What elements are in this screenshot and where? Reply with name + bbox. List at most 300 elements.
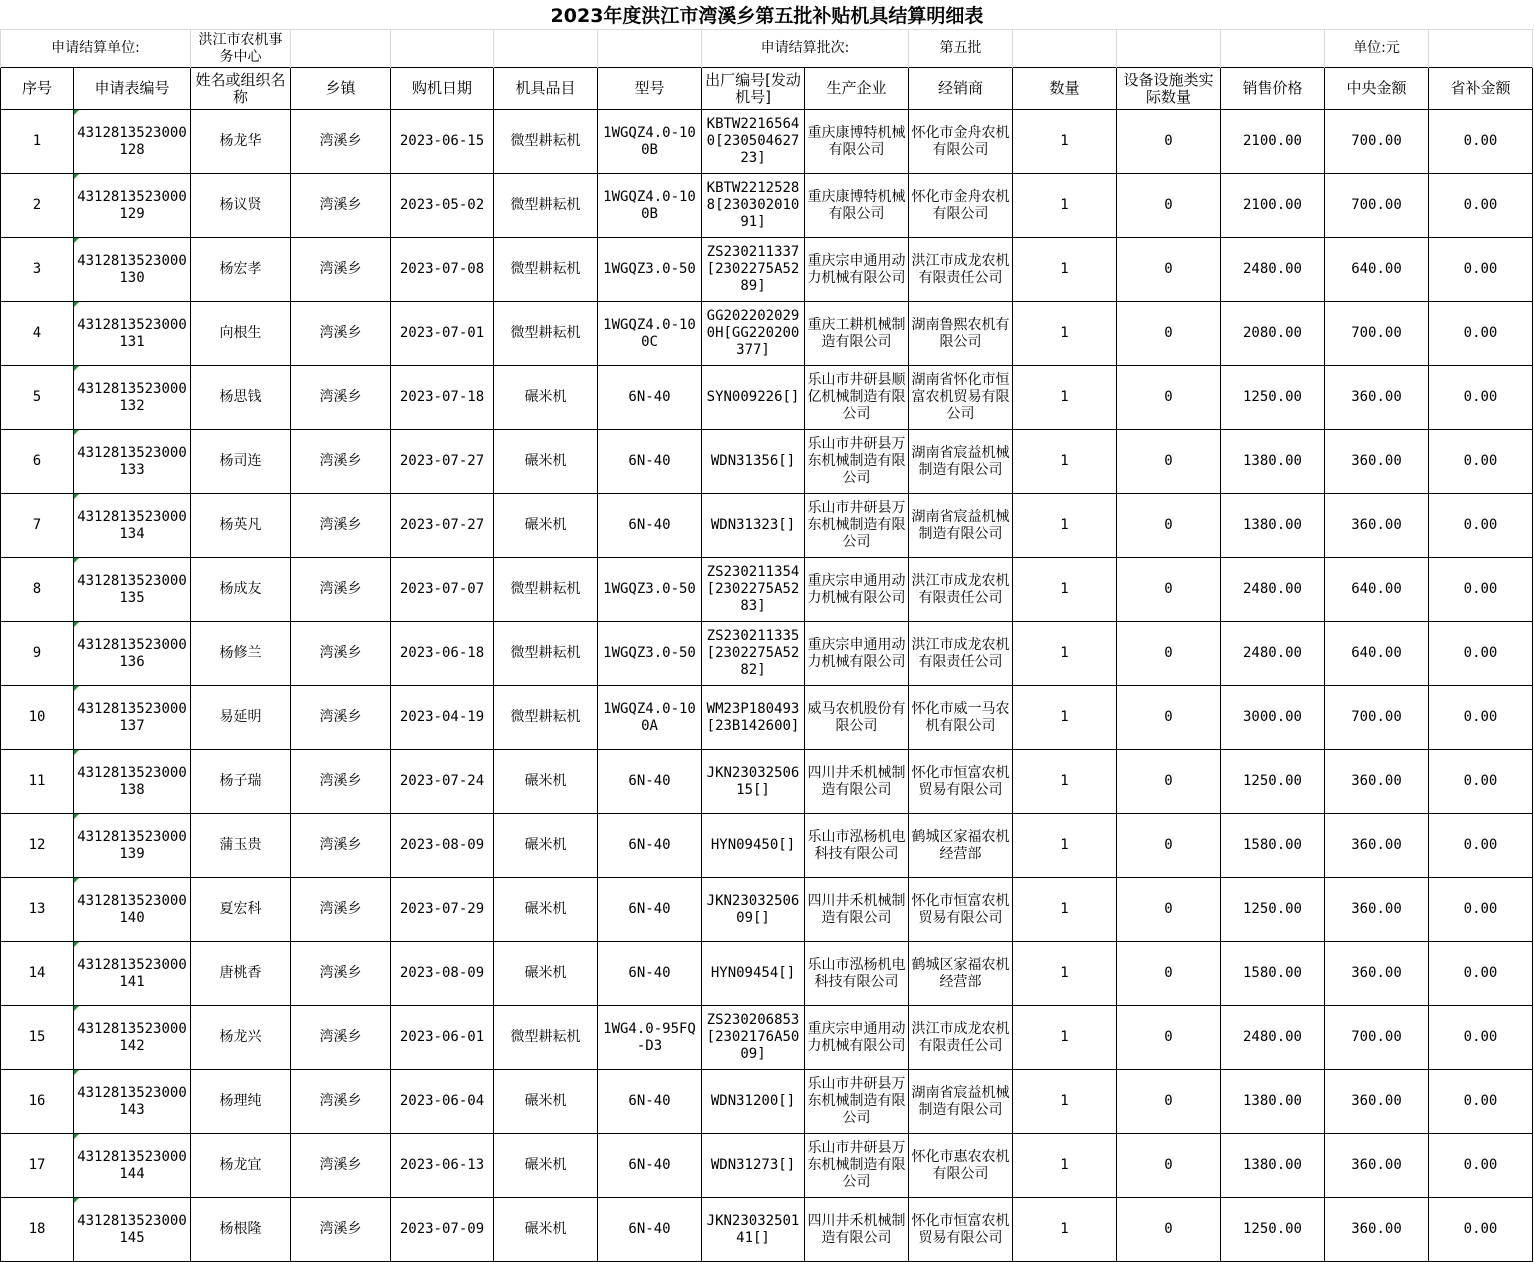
table-row xyxy=(1,1006,1533,1070)
central-amount-cell: 360.00 xyxy=(1325,430,1429,494)
provincial-amount-cell: 0.00 xyxy=(1429,942,1533,1006)
info-row xyxy=(1,30,1533,68)
factory-number-cell: WDN31200[] xyxy=(702,1070,805,1134)
factory-number-cell: ZS230211335[2302275A5282] xyxy=(702,622,805,686)
table-row xyxy=(1,494,1533,558)
application-id-cell: 4312813523000135 xyxy=(74,558,191,622)
manufacturer-cell: 四川井禾机械制造有限公司 xyxy=(805,750,909,814)
header-cell: 省补金额 xyxy=(1429,68,1533,110)
row-number-cell: 13 xyxy=(1,878,74,942)
row-number-cell: 6 xyxy=(1,430,74,494)
machine-category-cell: 微型耕耘机 xyxy=(494,238,598,302)
provincial-amount-cell: 0.00 xyxy=(1429,302,1533,366)
applicant-name-cell: 杨根隆 xyxy=(191,1198,291,1262)
purchase-date-cell: 2023-08-09 xyxy=(391,814,494,878)
purchase-date-cell: 2023-06-01 xyxy=(391,1006,494,1070)
provincial-amount-cell: 0.00 xyxy=(1429,1134,1533,1198)
purchase-date-cell: 2023-08-09 xyxy=(391,942,494,1006)
applicant-name-cell: 杨龙宜 xyxy=(191,1134,291,1198)
sale-price-cell: 2100.00 xyxy=(1221,110,1325,174)
table-row xyxy=(1,558,1533,622)
application-id-cell: 4312813523000134 xyxy=(74,494,191,558)
facility-quantity-cell: 0 xyxy=(1117,622,1221,686)
machine-category-cell: 碾米机 xyxy=(494,750,598,814)
township-cell: 湾溪乡 xyxy=(291,1134,391,1198)
row-number-cell: 12 xyxy=(1,814,74,878)
application-id-cell: 4312813523000129 xyxy=(74,174,191,238)
applicant-name-cell: 杨议贤 xyxy=(191,174,291,238)
model-cell: 6N-40 xyxy=(598,814,702,878)
settlement-table xyxy=(0,29,1533,1262)
township-cell: 湾溪乡 xyxy=(291,238,391,302)
township-cell: 湾溪乡 xyxy=(291,558,391,622)
applicant-name-cell: 杨龙华 xyxy=(191,110,291,174)
row-number-cell: 9 xyxy=(1,622,74,686)
factory-number-cell: JKN2303250615[] xyxy=(702,750,805,814)
township-cell: 湾溪乡 xyxy=(291,494,391,558)
central-amount-cell: 360.00 xyxy=(1325,494,1429,558)
row-number-cell: 10 xyxy=(1,686,74,750)
quantity-cell: 1 xyxy=(1013,238,1117,302)
dealer-cell: 鹤城区家福农机经营部 xyxy=(909,942,1013,1006)
applicant-name-cell: 唐桃香 xyxy=(191,942,291,1006)
machine-category-cell: 微型耕耘机 xyxy=(494,110,598,174)
row-number-cell: 5 xyxy=(1,366,74,430)
manufacturer-cell: 乐山市泓杨机电科技有限公司 xyxy=(805,814,909,878)
provincial-amount-cell: 0.00 xyxy=(1429,686,1533,750)
row-number-cell: 17 xyxy=(1,1134,74,1198)
sale-price-cell: 1250.00 xyxy=(1221,366,1325,430)
applicant-name-cell: 杨思钱 xyxy=(191,366,291,430)
row-number-cell: 14 xyxy=(1,942,74,1006)
table-row xyxy=(1,686,1533,750)
sale-price-cell: 1380.00 xyxy=(1221,1134,1325,1198)
factory-number-cell: KBTW22125288[23030201091] xyxy=(702,174,805,238)
quantity-cell: 1 xyxy=(1013,622,1117,686)
factory-number-cell: WDN31273[] xyxy=(702,1134,805,1198)
table-title: 2023年度洪江市湾溪乡第五批补贴机具结算明细表 xyxy=(550,5,984,27)
row-number-cell: 16 xyxy=(1,1070,74,1134)
machine-category-cell: 碾米机 xyxy=(494,1134,598,1198)
provincial-amount-cell: 0.00 xyxy=(1429,110,1533,174)
application-id-cell: 4312813523000128 xyxy=(74,110,191,174)
facility-quantity-cell: 0 xyxy=(1117,302,1221,366)
currency-unit: 单位:元 xyxy=(1325,30,1429,68)
dealer-cell: 怀化市恒富农机贸易有限公司 xyxy=(909,878,1013,942)
quantity-cell: 1 xyxy=(1013,110,1117,174)
purchase-date-cell: 2023-06-04 xyxy=(391,1070,494,1134)
applicant-name-cell: 杨龙兴 xyxy=(191,1006,291,1070)
machine-category-cell: 微型耕耘机 xyxy=(494,686,598,750)
manufacturer-cell: 重庆康博特机械有限公司 xyxy=(805,110,909,174)
header-cell: 乡镇 xyxy=(291,68,391,110)
row-number-cell: 3 xyxy=(1,238,74,302)
table-row xyxy=(1,750,1533,814)
header-cell: 生产企业 xyxy=(805,68,909,110)
application-id-cell: 4312813523000143 xyxy=(74,1070,191,1134)
application-id-cell: 4312813523000137 xyxy=(74,686,191,750)
central-amount-cell: 360.00 xyxy=(1325,750,1429,814)
sale-price-cell: 2480.00 xyxy=(1221,1006,1325,1070)
quantity-cell: 1 xyxy=(1013,686,1117,750)
facility-quantity-cell: 0 xyxy=(1117,686,1221,750)
purchase-date-cell: 2023-06-13 xyxy=(391,1134,494,1198)
header-row xyxy=(1,68,1533,110)
model-cell: 6N-40 xyxy=(598,878,702,942)
header-cell: 型号 xyxy=(598,68,702,110)
table-row xyxy=(1,942,1533,1006)
central-amount-cell: 700.00 xyxy=(1325,110,1429,174)
purchase-date-cell: 2023-07-09 xyxy=(391,1198,494,1262)
table-row xyxy=(1,1134,1533,1198)
model-cell: 6N-40 xyxy=(598,366,702,430)
central-amount-cell: 360.00 xyxy=(1325,1198,1429,1262)
purchase-date-cell: 2023-05-02 xyxy=(391,174,494,238)
facility-quantity-cell: 0 xyxy=(1117,494,1221,558)
machine-category-cell: 微型耕耘机 xyxy=(494,1006,598,1070)
machine-category-cell: 微型耕耘机 xyxy=(494,302,598,366)
factory-number-cell: HYN09454[] xyxy=(702,942,805,1006)
manufacturer-cell: 乐山市井研县万东机械制造有限公司 xyxy=(805,1134,909,1198)
facility-quantity-cell: 0 xyxy=(1117,174,1221,238)
manufacturer-cell: 四川井禾机械制造有限公司 xyxy=(805,878,909,942)
manufacturer-cell: 乐山市井研县顺亿机械制造有限公司 xyxy=(805,366,909,430)
factory-number-cell: JKN2303250609[] xyxy=(702,878,805,942)
facility-quantity-cell: 0 xyxy=(1117,430,1221,494)
dealer-cell: 怀化市恒富农机贸易有限公司 xyxy=(909,750,1013,814)
central-amount-cell: 640.00 xyxy=(1325,622,1429,686)
model-cell: 1WGQZ3.0-50 xyxy=(598,238,702,302)
sale-price-cell: 1250.00 xyxy=(1221,750,1325,814)
machine-category-cell: 微型耕耘机 xyxy=(494,622,598,686)
factory-number-cell: SYN009226[] xyxy=(702,366,805,430)
central-amount-cell: 700.00 xyxy=(1325,302,1429,366)
manufacturer-cell: 威马农机股份有限公司 xyxy=(805,686,909,750)
model-cell: 6N-40 xyxy=(598,1070,702,1134)
quantity-cell: 1 xyxy=(1013,1134,1117,1198)
provincial-amount-cell: 0.00 xyxy=(1429,558,1533,622)
machine-category-cell: 微型耕耘机 xyxy=(494,558,598,622)
quantity-cell: 1 xyxy=(1013,174,1117,238)
township-cell: 湾溪乡 xyxy=(291,878,391,942)
model-cell: 6N-40 xyxy=(598,750,702,814)
application-id-cell: 4312813523000144 xyxy=(74,1134,191,1198)
quantity-cell: 1 xyxy=(1013,1006,1117,1070)
applicant-name-cell: 杨英凡 xyxy=(191,494,291,558)
facility-quantity-cell: 0 xyxy=(1117,878,1221,942)
header-cell: 设备设施类实际数量 xyxy=(1117,68,1221,110)
application-id-cell: 4312813523000139 xyxy=(74,814,191,878)
purchase-date-cell: 2023-04-19 xyxy=(391,686,494,750)
header-cell: 数量 xyxy=(1013,68,1117,110)
header-cell: 经销商 xyxy=(909,68,1013,110)
model-cell: 6N-40 xyxy=(598,1198,702,1262)
provincial-amount-cell: 0.00 xyxy=(1429,878,1533,942)
applicant-name-cell: 杨司连 xyxy=(191,430,291,494)
quantity-cell: 1 xyxy=(1013,1070,1117,1134)
machine-category-cell: 碾米机 xyxy=(494,878,598,942)
quantity-cell: 1 xyxy=(1013,814,1117,878)
central-amount-cell: 700.00 xyxy=(1325,174,1429,238)
model-cell: 1WGQZ3.0-50 xyxy=(598,622,702,686)
dealer-cell: 湖南省怀化市恒富农机贸易有限公司 xyxy=(909,366,1013,430)
purchase-date-cell: 2023-07-29 xyxy=(391,878,494,942)
purchase-date-cell: 2023-07-08 xyxy=(391,238,494,302)
table-row xyxy=(1,366,1533,430)
dealer-cell: 洪江市成龙农机有限责任公司 xyxy=(909,1006,1013,1070)
applicant-name-cell: 向根生 xyxy=(191,302,291,366)
central-amount-cell: 640.00 xyxy=(1325,238,1429,302)
sale-price-cell: 2480.00 xyxy=(1221,558,1325,622)
dealer-cell: 怀化市金舟农机有限公司 xyxy=(909,174,1013,238)
provincial-amount-cell: 0.00 xyxy=(1429,430,1533,494)
central-amount-cell: 360.00 xyxy=(1325,814,1429,878)
sale-price-cell: 2100.00 xyxy=(1221,174,1325,238)
applicant-name-cell: 夏宏科 xyxy=(191,878,291,942)
quantity-cell: 1 xyxy=(1013,430,1117,494)
applicant-name-cell: 杨理纯 xyxy=(191,1070,291,1134)
central-amount-cell: 360.00 xyxy=(1325,942,1429,1006)
quantity-cell: 1 xyxy=(1013,494,1117,558)
model-cell: 6N-40 xyxy=(598,942,702,1006)
facility-quantity-cell: 0 xyxy=(1117,1070,1221,1134)
facility-quantity-cell: 0 xyxy=(1117,366,1221,430)
sale-price-cell: 1250.00 xyxy=(1221,1198,1325,1262)
facility-quantity-cell: 0 xyxy=(1117,1198,1221,1262)
model-cell: 1WG4.0-95FQ-D3 xyxy=(598,1006,702,1070)
factory-number-cell: HYN09450[] xyxy=(702,814,805,878)
table-row xyxy=(1,110,1533,174)
purchase-date-cell: 2023-07-18 xyxy=(391,366,494,430)
model-cell: 1WGQZ4.0-100C xyxy=(598,302,702,366)
central-amount-cell: 360.00 xyxy=(1325,878,1429,942)
quantity-cell: 1 xyxy=(1013,302,1117,366)
machine-category-cell: 碾米机 xyxy=(494,1070,598,1134)
batch-value: 第五批 xyxy=(909,30,1013,68)
provincial-amount-cell: 0.00 xyxy=(1429,1070,1533,1134)
central-amount-cell: 360.00 xyxy=(1325,1070,1429,1134)
factory-number-cell: WDN31323[] xyxy=(702,494,805,558)
central-amount-cell: 640.00 xyxy=(1325,558,1429,622)
township-cell: 湾溪乡 xyxy=(291,750,391,814)
dealer-cell: 湖南省宸益机械制造有限公司 xyxy=(909,1070,1013,1134)
table-row xyxy=(1,238,1533,302)
applicant-name-cell: 杨成友 xyxy=(191,558,291,622)
row-number-cell: 15 xyxy=(1,1006,74,1070)
central-amount-cell: 360.00 xyxy=(1325,366,1429,430)
row-number-cell: 18 xyxy=(1,1198,74,1262)
manufacturer-cell: 重庆宗申通用动力机械有限公司 xyxy=(805,1006,909,1070)
application-id-cell: 4312813523000142 xyxy=(74,1006,191,1070)
model-cell: 6N-40 xyxy=(598,430,702,494)
central-amount-cell: 700.00 xyxy=(1325,686,1429,750)
dealer-cell: 洪江市成龙农机有限责任公司 xyxy=(909,238,1013,302)
dealer-cell: 湖南鲁熙农机有限公司 xyxy=(909,302,1013,366)
factory-number-cell: KBTW22165640[230504627 23] xyxy=(702,110,805,174)
applicant-name-cell: 蒲玉贵 xyxy=(191,814,291,878)
township-cell: 湾溪乡 xyxy=(291,174,391,238)
purchase-date-cell: 2023-06-18 xyxy=(391,622,494,686)
facility-quantity-cell: 0 xyxy=(1117,750,1221,814)
factory-number-cell: ZS230211337[2302275A5289] xyxy=(702,238,805,302)
purchase-date-cell: 2023-06-15 xyxy=(391,110,494,174)
provincial-amount-cell: 0.00 xyxy=(1429,174,1533,238)
quantity-cell: 1 xyxy=(1013,750,1117,814)
row-number-cell: 7 xyxy=(1,494,74,558)
township-cell: 湾溪乡 xyxy=(291,1198,391,1262)
row-number-cell: 4 xyxy=(1,302,74,366)
table-row xyxy=(1,302,1533,366)
township-cell: 湾溪乡 xyxy=(291,430,391,494)
header-cell: 申请表编号 xyxy=(74,68,191,110)
sale-price-cell: 3000.00 xyxy=(1221,686,1325,750)
row-number-cell: 2 xyxy=(1,174,74,238)
provincial-amount-cell: 0.00 xyxy=(1429,814,1533,878)
facility-quantity-cell: 0 xyxy=(1117,814,1221,878)
manufacturer-cell: 乐山市井研县万东机械制造有限公司 xyxy=(805,494,909,558)
dealer-cell: 湖南省宸益机械制造有限公司 xyxy=(909,430,1013,494)
purchase-date-cell: 2023-07-01 xyxy=(391,302,494,366)
model-cell: 1WGQZ4.0-100B xyxy=(598,174,702,238)
manufacturer-cell: 四川井禾机械制造有限公司 xyxy=(805,1198,909,1262)
manufacturer-cell: 重庆康博特机械有限公司 xyxy=(805,174,909,238)
provincial-amount-cell: 0.00 xyxy=(1429,494,1533,558)
quantity-cell: 1 xyxy=(1013,878,1117,942)
purchase-date-cell: 2023-07-27 xyxy=(391,494,494,558)
sale-price-cell: 1580.00 xyxy=(1221,814,1325,878)
model-cell: 6N-40 xyxy=(598,494,702,558)
dealer-cell: 怀化市恒富农机贸易有限公司 xyxy=(909,1198,1013,1262)
manufacturer-cell: 乐山市泓杨机电科技有限公司 xyxy=(805,942,909,1006)
application-id-cell: 4312813523000132 xyxy=(74,366,191,430)
provincial-amount-cell: 0.00 xyxy=(1429,366,1533,430)
purchase-date-cell: 2023-07-24 xyxy=(391,750,494,814)
applicant-name-cell: 杨子瑞 xyxy=(191,750,291,814)
manufacturer-cell: 重庆工耕机械制造有限公司 xyxy=(805,302,909,366)
model-cell: 1WGQZ4.0-100B xyxy=(598,110,702,174)
applicant-name-cell: 易延明 xyxy=(191,686,291,750)
dealer-cell: 湖南省宸益机械制造有限公司 xyxy=(909,494,1013,558)
sale-price-cell: 1380.00 xyxy=(1221,1070,1325,1134)
model-cell: 6N-40 xyxy=(598,1134,702,1198)
township-cell: 湾溪乡 xyxy=(291,302,391,366)
application-id-cell: 4312813523000141 xyxy=(74,942,191,1006)
central-amount-cell: 700.00 xyxy=(1325,1006,1429,1070)
factory-number-cell: WDN31356[] xyxy=(702,430,805,494)
facility-quantity-cell: 0 xyxy=(1117,238,1221,302)
purchase-date-cell: 2023-07-27 xyxy=(391,430,494,494)
factory-number-cell: JKN2303250141[] xyxy=(702,1198,805,1262)
row-number-cell: 1 xyxy=(1,110,74,174)
facility-quantity-cell: 0 xyxy=(1117,942,1221,1006)
township-cell: 湾溪乡 xyxy=(291,942,391,1006)
quantity-cell: 1 xyxy=(1013,366,1117,430)
application-id-cell: 4312813523000133 xyxy=(74,430,191,494)
header-cell: 序号 xyxy=(1,68,74,110)
facility-quantity-cell: 0 xyxy=(1117,1134,1221,1198)
sale-price-cell: 1380.00 xyxy=(1221,430,1325,494)
header-cell: 出厂编号[发动机号] xyxy=(702,68,805,110)
machine-category-cell: 碾米机 xyxy=(494,430,598,494)
application-id-cell: 4312813523000138 xyxy=(74,750,191,814)
table-row xyxy=(1,622,1533,686)
unit-value: 洪江市农机事务中心 xyxy=(191,30,291,68)
unit-label: 申请结算单位: xyxy=(1,30,191,68)
township-cell: 湾溪乡 xyxy=(291,110,391,174)
factory-number-cell: ZS230211354[2302275A5283] xyxy=(702,558,805,622)
header-cell: 姓名或组织名称 xyxy=(191,68,291,110)
provincial-amount-cell: 0.00 xyxy=(1429,238,1533,302)
purchase-date-cell: 2023-07-07 xyxy=(391,558,494,622)
application-id-cell: 4312813523000140 xyxy=(74,878,191,942)
header-cell: 中央金额 xyxy=(1325,68,1429,110)
application-id-cell: 4312813523000130 xyxy=(74,238,191,302)
township-cell: 湾溪乡 xyxy=(291,1006,391,1070)
township-cell: 湾溪乡 xyxy=(291,814,391,878)
machine-category-cell: 碾米机 xyxy=(494,814,598,878)
table-row xyxy=(1,1070,1533,1134)
dealer-cell: 洪江市成龙农机有限责任公司 xyxy=(909,622,1013,686)
sale-price-cell: 2080.00 xyxy=(1221,302,1325,366)
facility-quantity-cell: 0 xyxy=(1117,1006,1221,1070)
township-cell: 湾溪乡 xyxy=(291,622,391,686)
factory-number-cell: GG2022020290H[GG220200377] xyxy=(702,302,805,366)
dealer-cell: 怀化市惠农农机有限公司 xyxy=(909,1134,1013,1198)
facility-quantity-cell: 0 xyxy=(1117,558,1221,622)
table-row xyxy=(1,814,1533,878)
table-row xyxy=(1,430,1533,494)
provincial-amount-cell: 0.00 xyxy=(1429,750,1533,814)
machine-category-cell: 微型耕耘机 xyxy=(494,174,598,238)
dealer-cell: 鹤城区家福农机经营部 xyxy=(909,814,1013,878)
sale-price-cell: 2480.00 xyxy=(1221,238,1325,302)
township-cell: 湾溪乡 xyxy=(291,1070,391,1134)
row-number-cell: 11 xyxy=(1,750,74,814)
model-cell: 1WGQZ3.0-50 xyxy=(598,558,702,622)
quantity-cell: 1 xyxy=(1013,942,1117,1006)
manufacturer-cell: 乐山市井研县万东机械制造有限公司 xyxy=(805,430,909,494)
facility-quantity-cell: 0 xyxy=(1117,110,1221,174)
provincial-amount-cell: 0.00 xyxy=(1429,622,1533,686)
header-cell: 销售价格 xyxy=(1221,68,1325,110)
township-cell: 湾溪乡 xyxy=(291,686,391,750)
manufacturer-cell: 重庆宗申通用动力机械有限公司 xyxy=(805,622,909,686)
manufacturer-cell: 重庆宗申通用动力机械有限公司 xyxy=(805,238,909,302)
applicant-name-cell: 杨宏孝 xyxy=(191,238,291,302)
table-row xyxy=(1,174,1533,238)
provincial-amount-cell: 0.00 xyxy=(1429,1006,1533,1070)
manufacturer-cell: 乐山市井研县万东机械制造有限公司 xyxy=(805,1070,909,1134)
sale-price-cell: 2480.00 xyxy=(1221,622,1325,686)
factory-number-cell: WM23P180493[23B142600] xyxy=(702,686,805,750)
dealer-cell: 怀化市威一马农机有限公司 xyxy=(909,686,1013,750)
applicant-name-cell: 杨修兰 xyxy=(191,622,291,686)
quantity-cell: 1 xyxy=(1013,1198,1117,1262)
factory-number-cell: ZS230206853[2302176A5009] xyxy=(702,1006,805,1070)
quantity-cell: 1 xyxy=(1013,558,1117,622)
central-amount-cell: 360.00 xyxy=(1325,1134,1429,1198)
machine-category-cell: 碾米机 xyxy=(494,366,598,430)
township-cell: 湾溪乡 xyxy=(291,366,391,430)
manufacturer-cell: 重庆宗申通用动力机械有限公司 xyxy=(805,558,909,622)
header-cell: 购机日期 xyxy=(391,68,494,110)
machine-category-cell: 碾米机 xyxy=(494,942,598,1006)
application-id-cell: 4312813523000145 xyxy=(74,1198,191,1262)
batch-label: 申请结算批次: xyxy=(702,30,909,68)
model-cell: 1WGQZ4.0-100A xyxy=(598,686,702,750)
row-number-cell: 8 xyxy=(1,558,74,622)
dealer-cell: 洪江市成龙农机有限责任公司 xyxy=(909,558,1013,622)
